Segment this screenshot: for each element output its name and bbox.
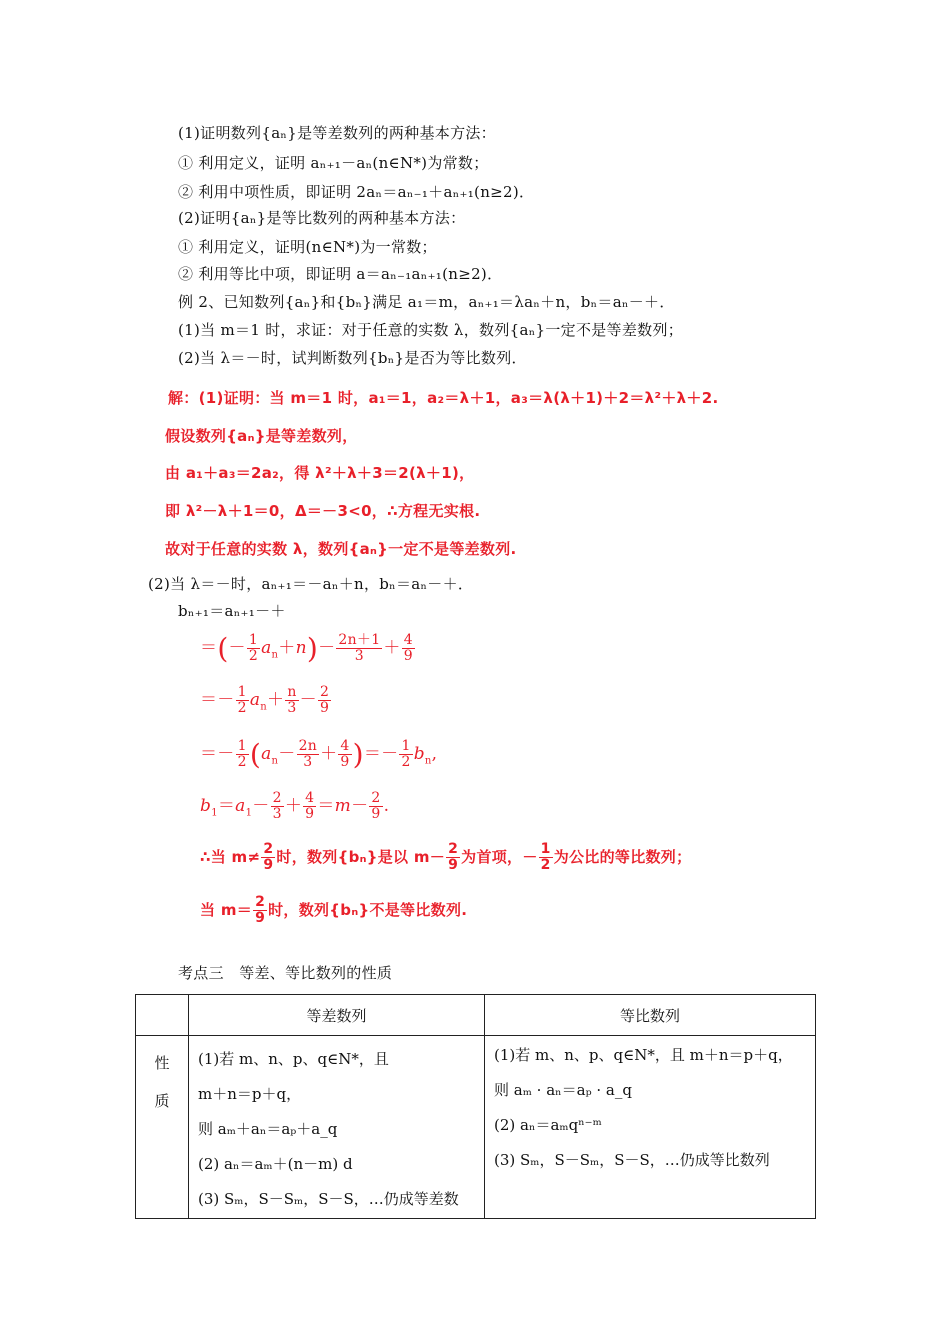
math-line-4: $b_1=a_1-$ $\frac{2}{3}$ ＋ $\frac{4}{9}$ ＝m－ $\frac{2}{9}$ .: [200, 790, 390, 822]
header-geometric: 等比数列: [485, 995, 816, 1036]
arith-line: m＋n＝p＋q，: [198, 1085, 302, 1103]
text-line: ① 利用定义，证明 aₙ₊₁－aₙ(n∈N*)为常数；: [178, 154, 489, 172]
text-line: ② 利用等比中项，即证明 a＝aₙ₋₁aₙ₊₁(n≥2)．: [178, 265, 503, 283]
arith-line: 则 aₘ＋aₙ＝aₚ＋a_q: [198, 1120, 338, 1138]
solution2-line: bₙ₊₁＝aₙ₊₁－＋: [178, 602, 286, 620]
text-line: (2)证明{aₙ}是等比数列的两种基本方法：: [178, 209, 466, 227]
property-label: 性 质: [136, 1036, 189, 1219]
header-arithmetic: 等差数列: [189, 995, 485, 1036]
solution-line: 即 λ²－λ＋1＝0，Δ＝－3<0，∴方程无实根.: [165, 502, 481, 520]
properties-table: [135, 994, 816, 1219]
solution-line: 故对于任意的实数 λ，数列{aₙ}一定不是等差数列.: [165, 540, 517, 558]
example-statement: 例 2、已知数列{aₙ}和{bₙ}满足 a₁＝m，aₙ₊₁＝λaₙ＋n，bₙ＝aₙ－＋．: [178, 293, 675, 311]
arith-line: (2) aₙ＝aₘ＋(n－m) d: [198, 1155, 353, 1173]
geo-line: (2) aₙ＝aₘqⁿ⁻ᵐ: [494, 1116, 602, 1134]
math-line-3: ＝－ $\frac{1}{2}$ ($a_n-$ $\frac{2n}{3}$ ＋ $\frac{4}{9}$ )＝－ $\frac{1}{2}$ $b_n$,: [200, 738, 438, 771]
example-part-1: (1)当 m＝1 时，求证：对于任意的实数 λ，数列{aₙ}一定不是等差数列；: [178, 321, 684, 339]
geo-properties: [485, 1036, 816, 1219]
text-line: ② 利用中项性质，即证明 2aₙ＝aₙ₋₁＋aₙ₊₁(n≥2)．: [178, 183, 535, 201]
solution2-line: (2)当 λ＝－时，aₙ₊₁＝－aₙ＋n，bₙ＝aₙ－＋．: [148, 575, 474, 593]
geo-line: (3) Sₘ，S－Sₘ，S－S，…仍成等比数列: [494, 1151, 770, 1169]
solution-line: 假设数列{aₙ}是等差数列，: [165, 427, 358, 445]
geo-line: (1)若 m、n、p、q∈N*，且 m＋n＝p＋q，: [494, 1046, 793, 1064]
conclusion-line-2: 当 m＝ $\frac{2}{9}$ 时，数列{bₙ}不是等比数列.: [200, 894, 468, 926]
table-corner: [136, 995, 189, 1036]
text-line: (1)证明数列{aₙ}是等差数列的两种基本方法：: [178, 124, 496, 142]
conclusion-line-1: ∴当 m≠ $\frac{2}{9}$ 时，数列{bₙ}是以 m－ $\frac{2}{9}$ 为首项，－ $\frac{1}{2}$ 为公比的等比数列；: [200, 841, 692, 873]
math-line-2: ＝－ $\frac{1}{2}$ $a_n+$ $\frac{n}{3}$ － $\frac{2}{9}$: [200, 684, 330, 716]
example-part-2: (2)当 λ＝－时，试判断数列{bₙ}是否为等比数列．: [178, 349, 527, 367]
arith-properties: [189, 1036, 485, 1219]
arith-line: (3) Sₘ，S－Sₘ，S－S，…仍成等差数: [198, 1190, 459, 1208]
section-title: 考点三 等差、等比数列的性质: [178, 964, 393, 982]
solution-line: 解：(1)证明：当 m＝1 时，a₁＝1，a₂＝λ＋1，a₃＝λ(λ＋1)＋2＝λ²＋λ＋2.: [168, 389, 719, 407]
solution-line: 由 a₁＋a₃＝2a₂，得 λ²＋λ＋3＝2(λ＋1)，: [165, 464, 475, 482]
arith-line: (1)若 m、n、p、q∈N*，且: [198, 1050, 389, 1068]
geo-line: 则 aₘ · aₙ＝aₚ · a_q: [494, 1081, 632, 1099]
text-line: ① 利用定义，证明(n∈N*)为一常数；: [178, 238, 437, 256]
math-line-1: ＝(－ $\frac{1}{2}$ $a_n+n)-$ $\frac{2n+1}{3}$ ＋ $\frac{4}{9}$: [200, 632, 413, 665]
